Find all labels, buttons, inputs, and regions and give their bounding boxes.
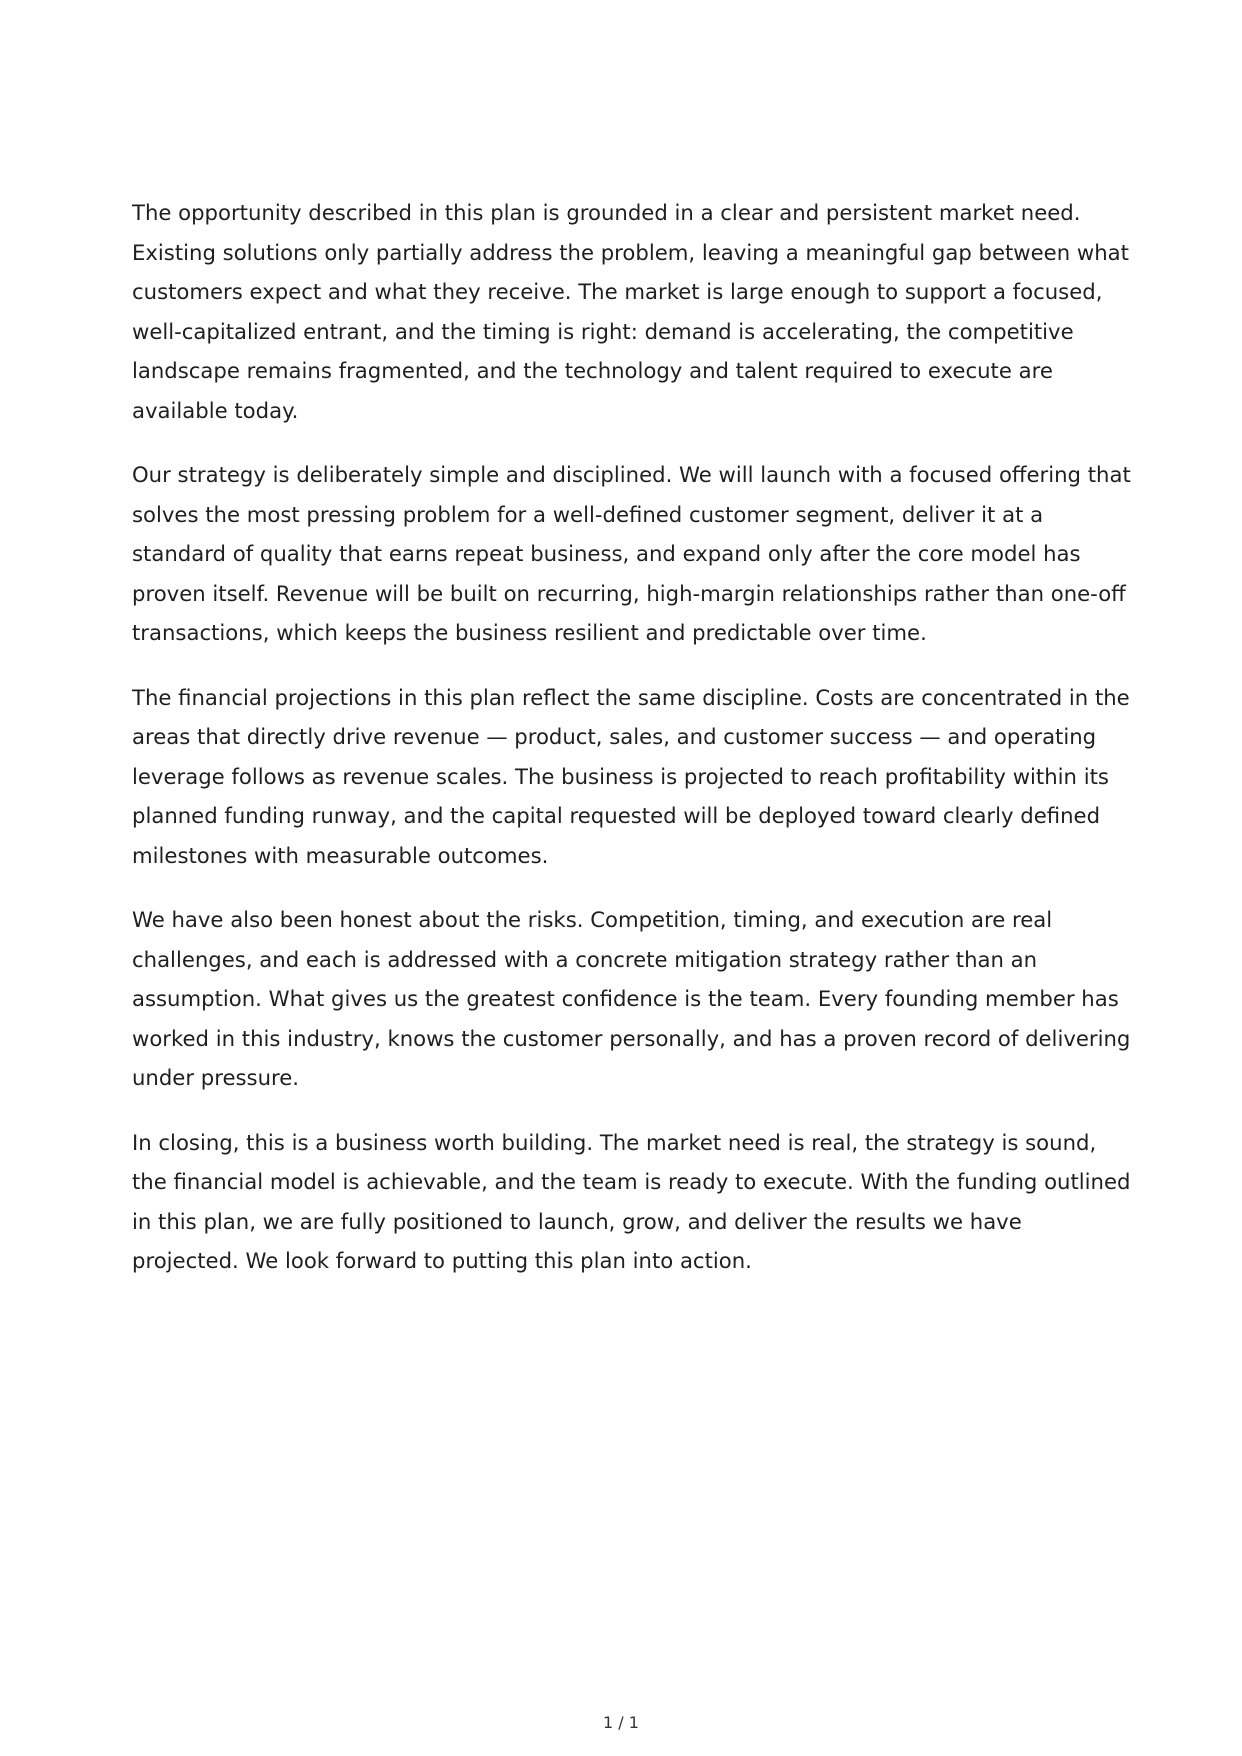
paragraph-strategy: Our strategy is deliberately simple and disciplined. We will launch with a focused offering that solves the most pressing problem for a well-defined customer segment, deliver it at a standard of quality that earns repeat business, and expand only after the core model has proven itself. Revenue will be built on recurring, high-margin relationships rather than one-off transactions, which keeps the business resilient and predictable over time. <box>132 462 1131 645</box>
page-number: 1 / 1 <box>603 1713 639 1732</box>
document-body <box>132 193 1132 1306</box>
paragraph-financials: The financial projections in this plan reflect the same discipline. Costs are concentrated in the areas that directly drive revenue — product, sales, and customer success — and operating leverage follows as revenue scales. The business is projected to reach profitability within its planned funding runway, and the capital requested will be deployed toward clearly defined milestones with measurable outcomes. <box>132 684 1130 868</box>
paragraph-opportunity: The opportunity described in this plan is grounded in a clear and persistent market need. Existing solutions only partially address the problem, leaving a meaningful gap between what customers expect and what they receive. The market is large enough to support a focused, well-capitalized entrant, and the timing is right: demand is accelerating, the competitive landscape remains fragmented, and the technology and talent required to execute are available today. <box>132 200 1129 423</box>
paragraph-closing: In closing, this is a business worth building. The market need is real, the strategy is sound, the financial model is achievable, and the team is ready to execute. With the funding outlined in this plan, we are fully positioned to launch, grow, and deliver the results we have projected. We look forward to putting this plan into action. <box>132 1129 1131 1273</box>
paragraph-risks: We have also been honest about the risks. Competition, timing, and execution are real challenges, and each is addressed with a concrete mitigation strategy rather than an assumption. What gives us the greatest confidence is the team. Every founding member has worked in this industry, knows the customer personally, and has a proven record of delivering under pressure. <box>132 907 1131 1090</box>
